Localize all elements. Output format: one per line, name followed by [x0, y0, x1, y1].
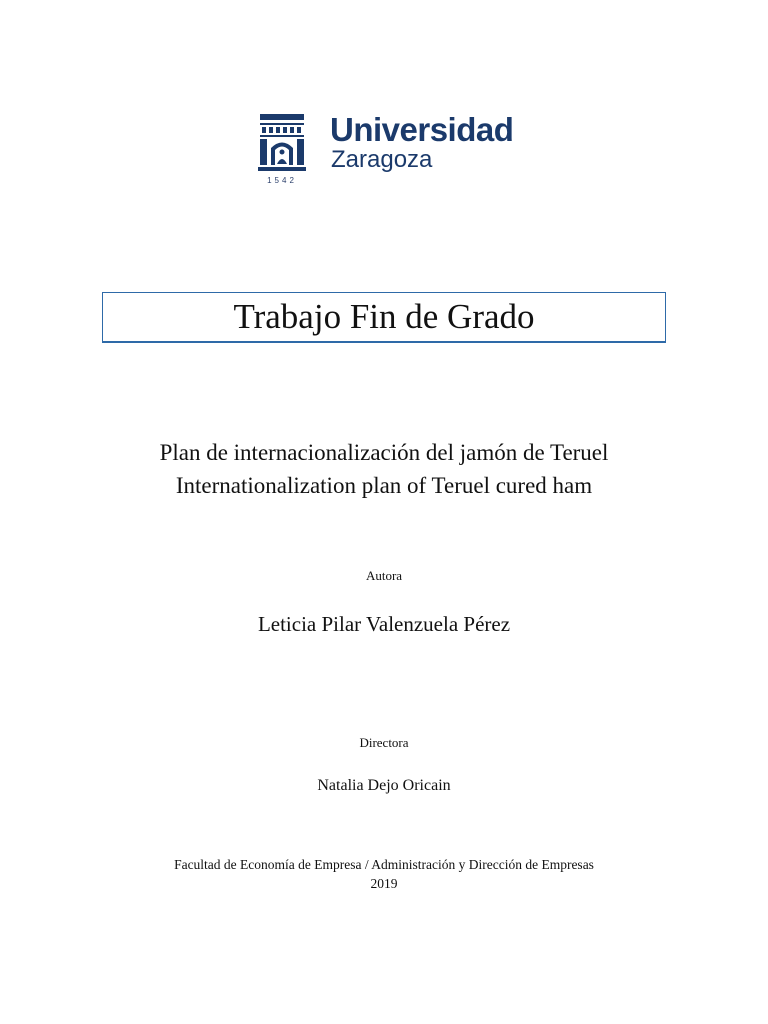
author-label: Autora: [365, 568, 403, 583]
logo-founding-year: 1542: [267, 176, 297, 185]
director-name: Natalia Dejo Oricain: [317, 777, 451, 794]
faculty-name: Facultad de Economía de Empresa / Administración y Dirección de Empresas: [174, 857, 594, 872]
logo-wordmark-zaragoza: Zaragoza: [331, 146, 433, 173]
thesis-title-spanish: Plan de internacionalización del jamón de Teruel: [159, 440, 609, 465]
director-label: Directora: [359, 735, 409, 750]
title-box: [102, 292, 666, 342]
document-type-title: Trabajo Fin de Grado: [233, 297, 535, 336]
publication-year: 2019: [370, 876, 398, 891]
thesis-title-english: Internationalization plan of Teruel cured ham: [175, 473, 593, 498]
logo-wordmark-universidad: Universidad: [330, 111, 514, 148]
author-name: Leticia Pilar Valenzuela Pérez: [257, 612, 511, 636]
university-logo: [256, 112, 526, 192]
